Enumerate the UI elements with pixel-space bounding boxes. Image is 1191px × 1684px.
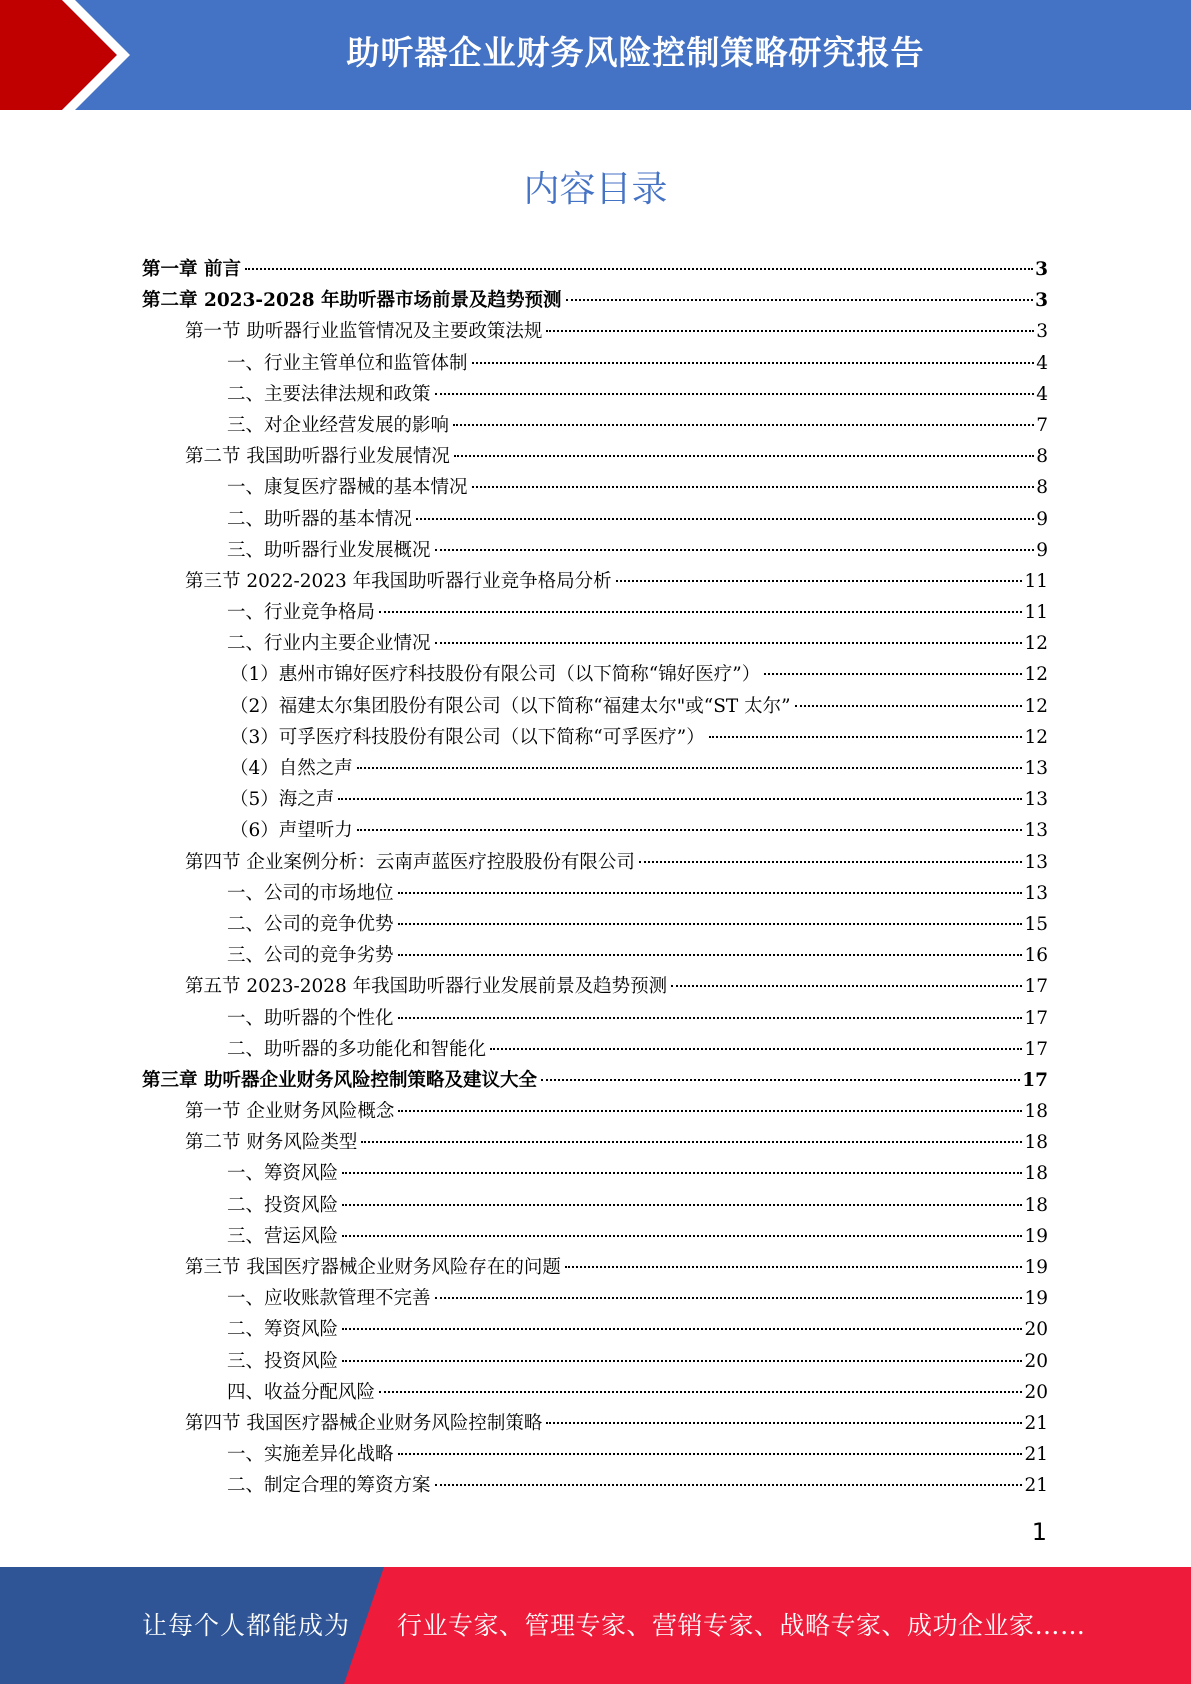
toc-entry[interactable]: [142, 441, 1048, 472]
toc-entry-page: 13: [1024, 820, 1048, 842]
toc-entry-title: 二、制定合理的筹资方案: [227, 1475, 431, 1497]
toc-entry-page: 21: [1024, 1444, 1048, 1466]
toc-entry-title: 二、助听器的基本情况: [227, 508, 413, 530]
toc-entry-page: 4: [1036, 383, 1048, 405]
toc-heading: 内容目录: [523, 169, 668, 210]
toc-entry[interactable]: [142, 1283, 1048, 1314]
dot-leader: [361, 1141, 1022, 1143]
dot-leader: [398, 892, 1023, 894]
toc-entry[interactable]: [142, 1252, 1048, 1283]
toc-entry[interactable]: [142, 1034, 1048, 1065]
page-number: 1: [1031, 1518, 1047, 1546]
dot-leader: [795, 705, 1023, 707]
dot-leader: [435, 1484, 1023, 1486]
toc-entry[interactable]: [142, 1346, 1048, 1377]
toc-entry-page: 21: [1024, 1475, 1048, 1497]
toc-entry[interactable]: [142, 940, 1048, 971]
toc-entry-page: 11: [1024, 570, 1048, 592]
toc-entry-title: 第二节 我国助听器行业发展情况: [185, 446, 450, 468]
dot-leader: [379, 1391, 1022, 1393]
toc-entry-page: 8: [1036, 477, 1048, 499]
dot-leader: [342, 1360, 1022, 1362]
dot-leader: [342, 1235, 1022, 1237]
dot-leader: [639, 861, 1023, 863]
dot-leader: [398, 1017, 1023, 1019]
toc-entry-page: 19: [1024, 1257, 1048, 1278]
toc-entry[interactable]: [142, 535, 1048, 566]
toc-entry-page: 7: [1036, 414, 1048, 436]
toc-entry-title: 三、营运风险: [227, 1225, 339, 1247]
toc-entry-title: 一、康复医疗器械的基本情况: [227, 477, 468, 499]
toc-entry[interactable]: [142, 878, 1048, 909]
toc-entry-title: 二、筹资风险: [227, 1319, 339, 1341]
toc-entry[interactable]: [142, 504, 1048, 535]
toc-entry[interactable]: [142, 316, 1048, 347]
toc-entry[interactable]: [142, 254, 1048, 285]
dot-leader: [398, 954, 1023, 956]
toc-entry[interactable]: [142, 1439, 1048, 1470]
toc-entry-title: 第三节 我国医疗器械企业财务风险存在的问题: [185, 1257, 561, 1278]
toc-entry[interactable]: [142, 847, 1048, 878]
dot-leader: [342, 1328, 1022, 1330]
toc-entry[interactable]: [142, 691, 1048, 722]
dot-leader: [342, 1172, 1022, 1174]
dot-leader: [546, 1422, 1022, 1424]
toc-entry-page: 9: [1036, 539, 1048, 561]
toc-entry-title: 二、投资风险: [227, 1194, 339, 1216]
toc-entry-page: 8: [1036, 446, 1048, 468]
toc-entry-title: 一、筹资风险: [227, 1163, 339, 1185]
dot-leader: [245, 268, 1033, 270]
dot-leader: [342, 1204, 1022, 1206]
toc-entry-page: 20: [1024, 1381, 1048, 1403]
toc-entry-title: 第三章 助听器企业财务风险控制策略及建议大全: [142, 1069, 537, 1091]
report-title: 助听器企业财务风险控制策略研究报告: [346, 33, 925, 72]
footer-slogan-right: 行业专家、管理专家、营销专家、战略专家、成功企业家……: [397, 1611, 1086, 1640]
dot-leader: [709, 736, 1023, 738]
toc-entry-title: 二、主要法律法规和政策: [227, 383, 431, 405]
dot-leader: [435, 393, 1035, 395]
toc-entry-title: （6）声望听力: [230, 820, 353, 842]
toc-entry-page: 21: [1024, 1412, 1048, 1434]
toc-entry[interactable]: [142, 1127, 1048, 1158]
dot-leader: [454, 455, 1034, 457]
toc-entry-page: 3: [1035, 290, 1048, 312]
dot-leader: [398, 1453, 1023, 1455]
toc-entry[interactable]: [142, 753, 1048, 784]
toc-entry[interactable]: [142, 1408, 1048, 1439]
toc-entry-title: 第三节 2022-2023 年我国助听器行业竞争格局分析: [185, 570, 612, 592]
toc-entry-title: 一、行业竞争格局: [227, 602, 376, 624]
toc-entry-title: 一、实施差异化战略: [227, 1444, 394, 1466]
toc-entry-page: 9: [1036, 508, 1048, 530]
table-of-contents: [142, 254, 1048, 1502]
toc-entry[interactable]: [142, 410, 1048, 441]
toc-entry-title: 二、助听器的多功能化和智能化: [227, 1038, 487, 1060]
toc-entry-title: 第四节 我国医疗器械企业财务风险控制策略: [185, 1412, 543, 1434]
toc-entry-title: （2）福建太尔集团股份有限公司（以下简称“福建太尔"或“ST 太尔”: [230, 695, 791, 717]
dot-leader: [472, 362, 1035, 364]
toc-entry[interactable]: [142, 1003, 1048, 1034]
toc-entry-title: （5）海之声: [230, 789, 335, 811]
dot-leader: [566, 299, 1034, 301]
toc-entry-title: 三、公司的竞争劣势: [227, 945, 394, 967]
dot-leader: [472, 486, 1035, 488]
dot-leader: [357, 767, 1023, 769]
toc-entry-title: 第一节 助听器行业监管情况及主要政策法规: [185, 321, 543, 343]
toc-entry-title: （4）自然之声: [230, 758, 353, 779]
toc-entry-page: 19: [1024, 1225, 1048, 1247]
toc-entry-page: 19: [1024, 1288, 1048, 1310]
toc-entry-title: 第二节 财务风险类型: [185, 1132, 358, 1154]
right-chevron-arrow-icon: [0, 0, 160, 110]
toc-entry-title: 三、对企业经营发展的影响: [227, 414, 450, 436]
dot-leader: [435, 642, 1023, 644]
dot-leader: [357, 829, 1023, 831]
toc-entry-page: 18: [1024, 1194, 1048, 1216]
toc-entry-page: 17: [1024, 1007, 1048, 1029]
toc-entry-title: 一、助听器的个性化: [227, 1007, 394, 1029]
dot-leader: [565, 1266, 1023, 1268]
toc-entry-page: 12: [1024, 664, 1048, 686]
toc-entry[interactable]: [142, 472, 1048, 503]
toc-entry-page: 12: [1024, 695, 1048, 717]
toc-entry-title: （1）惠州市锦好医疗科技股份有限公司（以下简称“锦好医疗”）: [230, 664, 761, 686]
toc-entry-page: 3: [1035, 259, 1048, 280]
toc-entry-title: （3）可孚医疗科技股份有限公司（以下简称“可孚医疗”）: [230, 726, 705, 748]
toc-entry-page: 17: [1022, 1069, 1048, 1091]
toc-entry-title: 三、助听器行业发展概况: [227, 539, 431, 561]
toc-entry-page: 18: [1024, 1132, 1048, 1154]
toc-entry-title: 二、行业内主要企业情况: [227, 633, 431, 655]
toc-entry-page: 4: [1036, 352, 1048, 374]
toc-entry-page: 12: [1024, 726, 1048, 748]
toc-entry[interactable]: [142, 971, 1048, 1002]
toc-entry[interactable]: [142, 1221, 1048, 1252]
toc-entry[interactable]: [142, 628, 1048, 659]
toc-entry-page: 17: [1024, 976, 1048, 998]
dot-leader: [671, 985, 1022, 987]
toc-entry[interactable]: [142, 1470, 1048, 1501]
toc-entry[interactable]: [142, 1314, 1048, 1345]
footer-band: [0, 1567, 1191, 1684]
toc-entry-title: 一、应收账款管理不完善: [227, 1288, 431, 1310]
toc-entry-page: 13: [1024, 882, 1048, 904]
toc-entry-title: 一、行业主管单位和监管体制: [227, 352, 468, 374]
toc-entry-page: 20: [1024, 1350, 1048, 1372]
toc-entry[interactable]: [142, 659, 1048, 690]
toc-entry-page: 16: [1024, 945, 1048, 967]
toc-entry-page: 13: [1024, 758, 1048, 779]
toc-entry-page: 11: [1024, 602, 1048, 624]
dot-leader: [490, 1048, 1022, 1050]
toc-entry-title: 三、投资风险: [227, 1350, 339, 1372]
toc-entry-title: 二、公司的竞争优势: [227, 913, 394, 935]
dot-leader: [398, 923, 1023, 925]
toc-entry-title: 第二章 2023-2028 年助听器市场前景及趋势预测: [142, 290, 562, 312]
toc-entry-title: 第一节 企业财务风险概念: [185, 1101, 395, 1123]
toc-entry-title: 一、公司的市场地位: [227, 882, 394, 904]
toc-entry-title: 四、收益分配风险: [227, 1381, 376, 1403]
toc-entry[interactable]: [142, 348, 1048, 379]
toc-entry[interactable]: [142, 597, 1048, 628]
toc-entry-title: 第四节 企业案例分析：云南声蓝医疗控股股份有限公司: [185, 851, 635, 873]
toc-entry-page: 18: [1024, 1163, 1048, 1185]
dot-leader: [416, 518, 1034, 520]
header-band: [0, 0, 1191, 110]
toc-entry-title: 第一章 前言: [142, 259, 241, 280]
dot-leader: [546, 330, 1034, 332]
toc-entry-page: 3: [1036, 321, 1048, 343]
toc-entry-page: 13: [1024, 851, 1048, 873]
toc-entry-title: 第五节 2023-2028 年我国助听器行业发展前景及趋势预测: [185, 976, 668, 998]
dot-leader: [616, 580, 1023, 582]
toc-entry-page: 15: [1024, 913, 1048, 935]
toc-entry[interactable]: [142, 1065, 1048, 1096]
dot-leader: [379, 611, 1022, 613]
toc-entry[interactable]: [142, 722, 1048, 753]
toc-entry-page: 20: [1024, 1319, 1048, 1341]
toc-entry[interactable]: [142, 784, 1048, 815]
toc-entry-page: 12: [1024, 633, 1048, 655]
dot-leader: [398, 1110, 1022, 1112]
toc-entry[interactable]: [142, 285, 1048, 316]
dot-leader: [764, 673, 1022, 675]
toc-entry-page: 17: [1024, 1038, 1048, 1060]
toc-entry[interactable]: [142, 566, 1048, 597]
dot-leader: [435, 549, 1035, 551]
toc-entry[interactable]: [142, 1190, 1048, 1221]
toc-entry-page: 13: [1024, 789, 1048, 811]
footer-slogan-left: 让每个人都能成为: [142, 1611, 351, 1640]
chevron-red-shape: [0, 0, 117, 110]
toc-entry-page: 18: [1024, 1101, 1048, 1123]
dot-leader: [338, 798, 1022, 800]
toc-entry[interactable]: [142, 1158, 1048, 1189]
dot-leader: [453, 424, 1034, 426]
toc-entry[interactable]: [142, 909, 1048, 940]
toc-entry[interactable]: [142, 379, 1048, 410]
toc-entry[interactable]: [142, 815, 1048, 846]
toc-entry[interactable]: [142, 1096, 1048, 1127]
dot-leader: [541, 1079, 1020, 1081]
dot-leader: [435, 1297, 1023, 1299]
toc-entry[interactable]: [142, 1377, 1048, 1408]
